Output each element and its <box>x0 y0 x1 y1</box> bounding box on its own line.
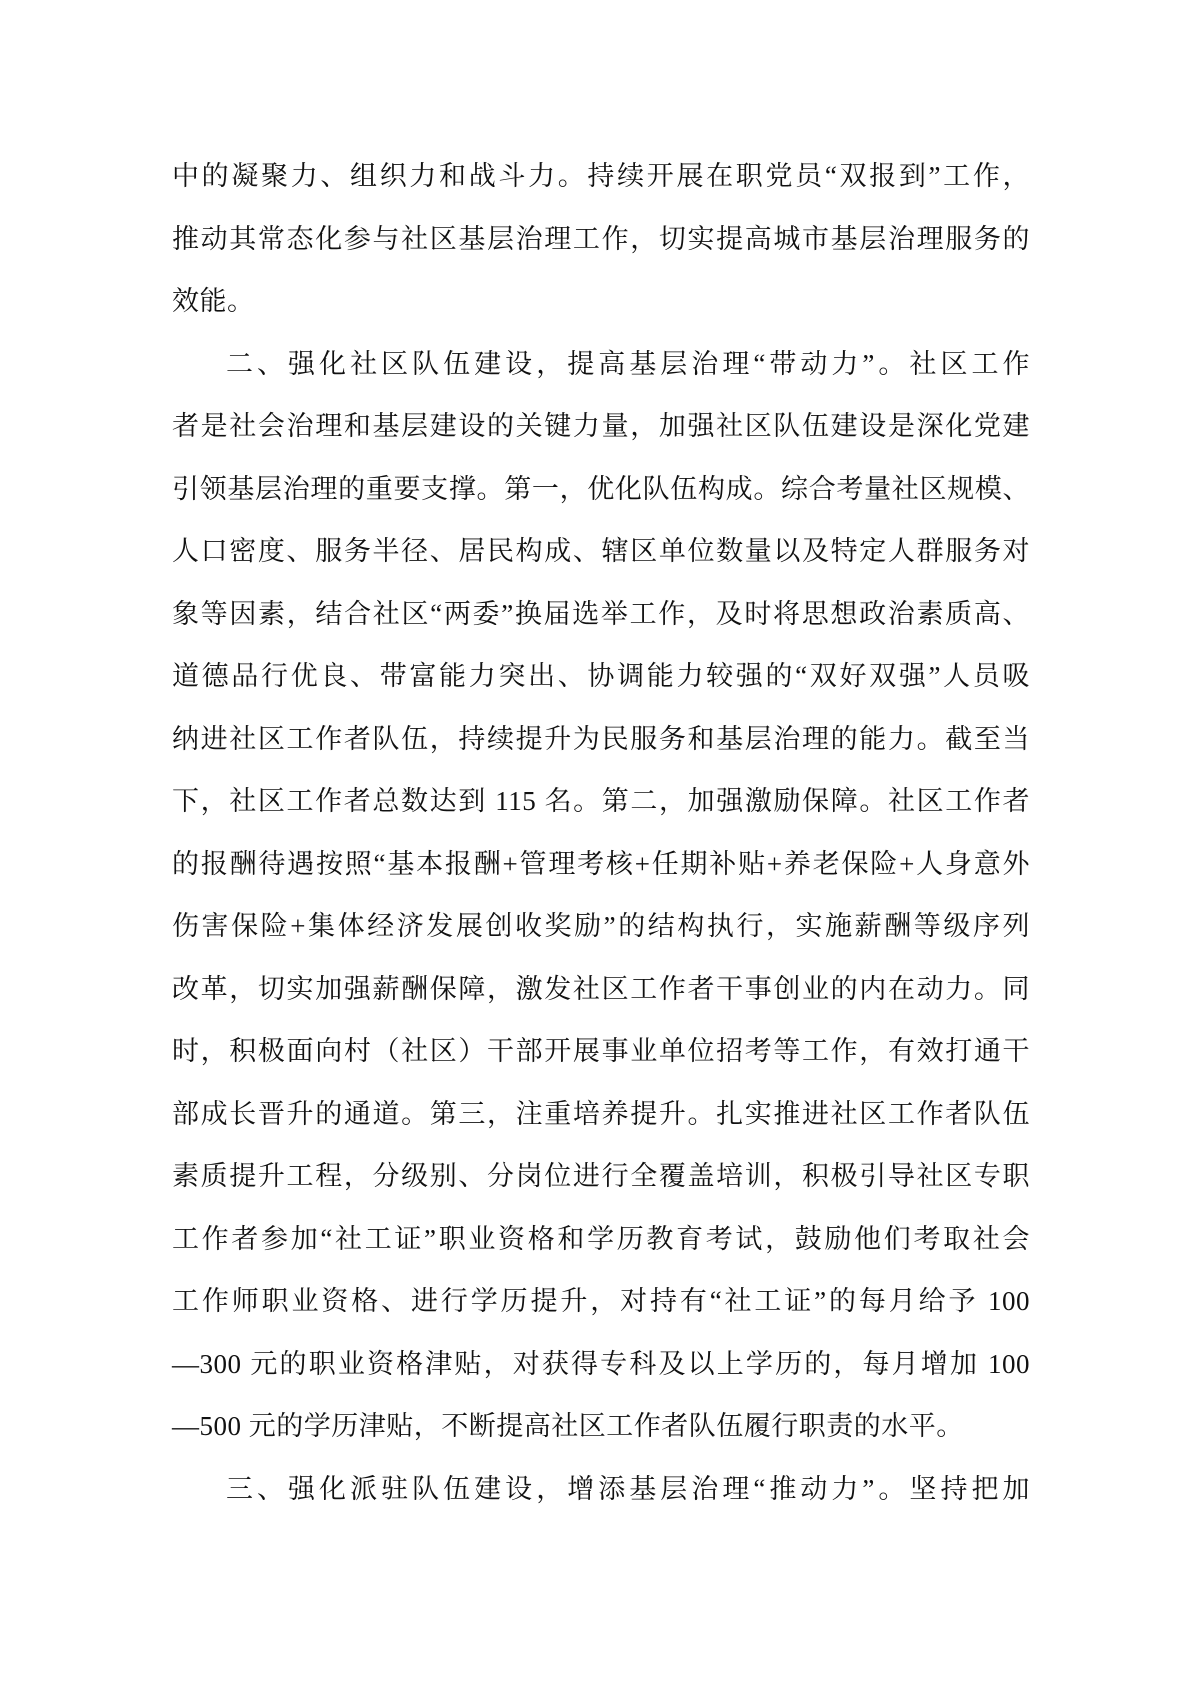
text-line: 工作者参加“社工证”职业资格和学历教育考试，鼓励他们考取社会 <box>172 1223 1030 1254</box>
section-heading-line: 三、强化派驻队伍建设，增添基层治理“推动力”。坚持把加 <box>226 1473 1030 1504</box>
text-line: 象等因素，结合社区“两委”换届选举工作，及时将思想政治素质高、 <box>172 598 1030 629</box>
text-line: —500 元的学历津贴，不断提高社区工作者队伍履行职责的水平。 <box>172 1411 964 1441</box>
text-line: 部成长晋升的通道。第三，注重培养提升。扎实推进社区工作者队伍 <box>172 1098 1030 1129</box>
text-line: 中的凝聚力、组织力和战斗力。持续开展在职党员“双报到”工作， <box>172 161 1030 191</box>
text-line: 时，积极面向村（社区）干部开展事业单位招考等工作，有效打通干 <box>172 1036 1030 1066</box>
text-line: —300 元的职业资格津贴，对获得专科及以上学历的，每月增加 100 <box>172 1348 1030 1379</box>
text-line: 改革，切实加强薪酬保障，激发社区工作者干事创业的内在动力。同 <box>172 973 1030 1004</box>
section-heading-line: 二、强化社区队伍建设，提高基层治理“带动力”。社区工作 <box>226 348 1030 379</box>
text-line: 人口密度、服务半径、居民构成、辖区单位数量以及特定人群服务对 <box>172 536 1030 566</box>
text-line: 工作师职业资格、进行学历提升，对持有“社工证”的每月给予 100 <box>172 1286 1030 1316</box>
document-body <box>172 145 1030 1520</box>
text-line: 纳进社区工作者队伍，持续提升为民服务和基层治理的能力。截至当 <box>172 723 1030 754</box>
text-line: 伤害保险+集体经济发展创收奖励”的结构执行，实施薪酬等级序列 <box>172 911 1030 941</box>
text-line: 推动其常态化参与社区基层治理工作，切实提高城市基层治理服务的 <box>172 223 1030 254</box>
text-line: 效能。 <box>172 286 255 316</box>
text-line: 素质提升工程，分级别、分岗位进行全覆盖培训，积极引导社区专职 <box>172 1161 1030 1191</box>
text-line: 道德品行优良、带富能力突出、协调能力较强的“双好双强”人员吸 <box>172 661 1030 691</box>
text-line: 下，社区工作者总数达到 115 名。第二，加强激励保障。社区工作者 <box>172 786 1030 816</box>
text-line: 引领基层治理的重要支撑。第一，优化队伍构成。综合考量社区规模、 <box>172 473 1030 504</box>
text-line: 者是社会治理和基层建设的关键力量，加强社区队伍建设是深化党建 <box>172 411 1030 441</box>
text-line: 的报酬待遇按照“基本报酬+管理考核+任期补贴+养老保险+人身意外 <box>172 848 1030 879</box>
